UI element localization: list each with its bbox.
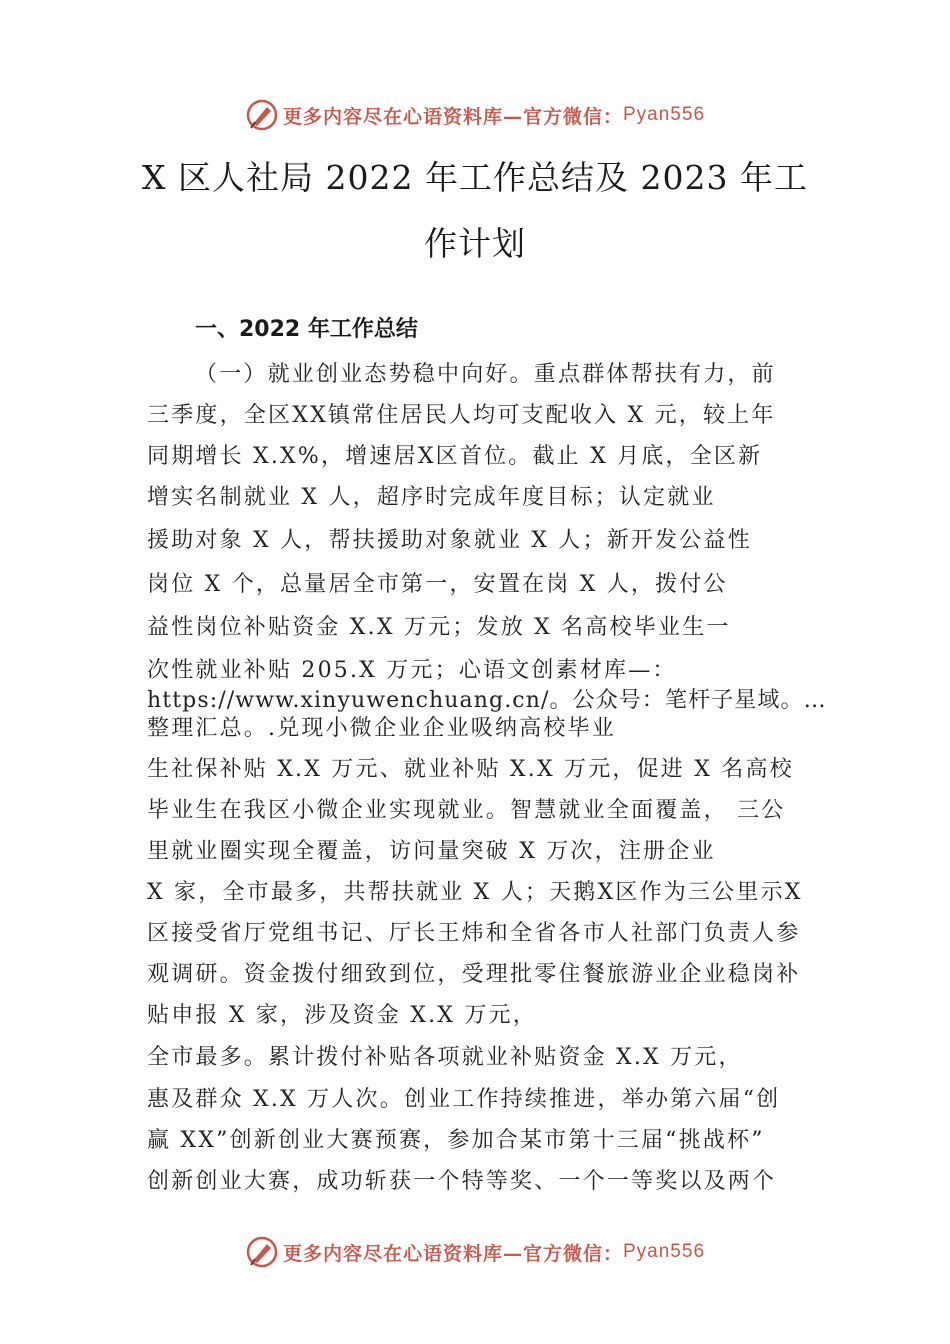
body-line: 同期增长 X.X%，增速居X区首位。截止 X 月底，全区新 bbox=[147, 444, 763, 469]
document-title-line-2: 作计划 bbox=[424, 224, 526, 263]
body-line: 增实名制就业 X 人，超序时完成年度目标；认定就业 bbox=[147, 485, 716, 510]
body-line: 援助对象 X 人，帮扶援助对象就业 X 人；新开发公益性 bbox=[147, 528, 752, 553]
body-line: 次性就业补贴 205.X 万元；心语文创素材库—： bbox=[147, 658, 677, 683]
body-line: 整理汇总。.兑现小微企业企业吸纳高校毕业 bbox=[147, 716, 616, 741]
body-line: 全市最多。累计拨付补贴各项就业补贴资金 X.X 万元， bbox=[147, 1045, 743, 1070]
watermark-text: 更多内容尽在心语资料库—官方微信： bbox=[282, 105, 623, 128]
watermark-header bbox=[0, 95, 950, 135]
body-line: 生社保补贴 X.X 万元、就业补贴 X.X 万元，促进 X 名高校 bbox=[147, 757, 794, 782]
watermark-footer bbox=[0, 1232, 950, 1272]
body-line: 毕业生在我区小微企业实现就业。智慧就业全面覆盖， 三公 bbox=[147, 798, 786, 823]
section-heading: 一、2022 年工作总结 bbox=[195, 317, 418, 342]
document-title-line-1: X 区人社局 2022 年工作总结及 2023 年工 bbox=[142, 158, 808, 197]
pen-logo-icon bbox=[245, 1235, 279, 1269]
body-line: 岗位 X 个，总量居全市第一，安置在岗 X 人，拨付公 bbox=[147, 572, 728, 597]
watermark-wechat-id: Pyan556 bbox=[623, 104, 706, 125]
body-line: 益性岗位补贴资金 X.X 万元；发放 X 名高校毕业生一 bbox=[147, 615, 731, 640]
body-line: 赢 XX”创新创业大赛预赛，参加合某市第十三届“挑战杯” bbox=[147, 1128, 765, 1153]
body-line: 三季度，全区XX镇常住居民人均可支配收入 X 元，较上年 bbox=[147, 403, 776, 428]
body-line: 区接受省厅党组书记、厅长王炜和全省各市人社部门负责人参 bbox=[147, 921, 801, 946]
body-line: （一）就业创业态势稳中向好。重点群体帮扶有力，前 bbox=[195, 362, 776, 387]
body-line: 贴申报 X 家，涉及资金 X.X 万元， bbox=[147, 1003, 537, 1028]
body-line: 里就业圈实现全覆盖，访问量突破 X 万次，注册企业 bbox=[147, 839, 716, 864]
body-line: 创新创业大赛，成功斩获一个特等奖、一个一等奖以及两个 bbox=[147, 1169, 777, 1194]
watermark-text: 更多内容尽在心语资料库—官方微信： bbox=[282, 1242, 623, 1265]
watermark-wechat-id: Pyan556 bbox=[623, 1241, 706, 1262]
body-line-url: https://www.xinyuwenchuang.cn/。公众号：笔杆子星域。… bbox=[147, 688, 827, 713]
body-line: 观调研。资金拨付细致到位，受理批零住餐旅游业企业稳岗补 bbox=[147, 962, 801, 987]
body-line: 惠及群众 X.X 万人次。创业工作持续推进，举办第六届“创 bbox=[147, 1087, 781, 1112]
body-line: X 家，全市最多，共帮扶就业 X 人；天鹅X区作为三公里示X bbox=[147, 880, 803, 905]
pen-logo-icon bbox=[245, 98, 279, 132]
